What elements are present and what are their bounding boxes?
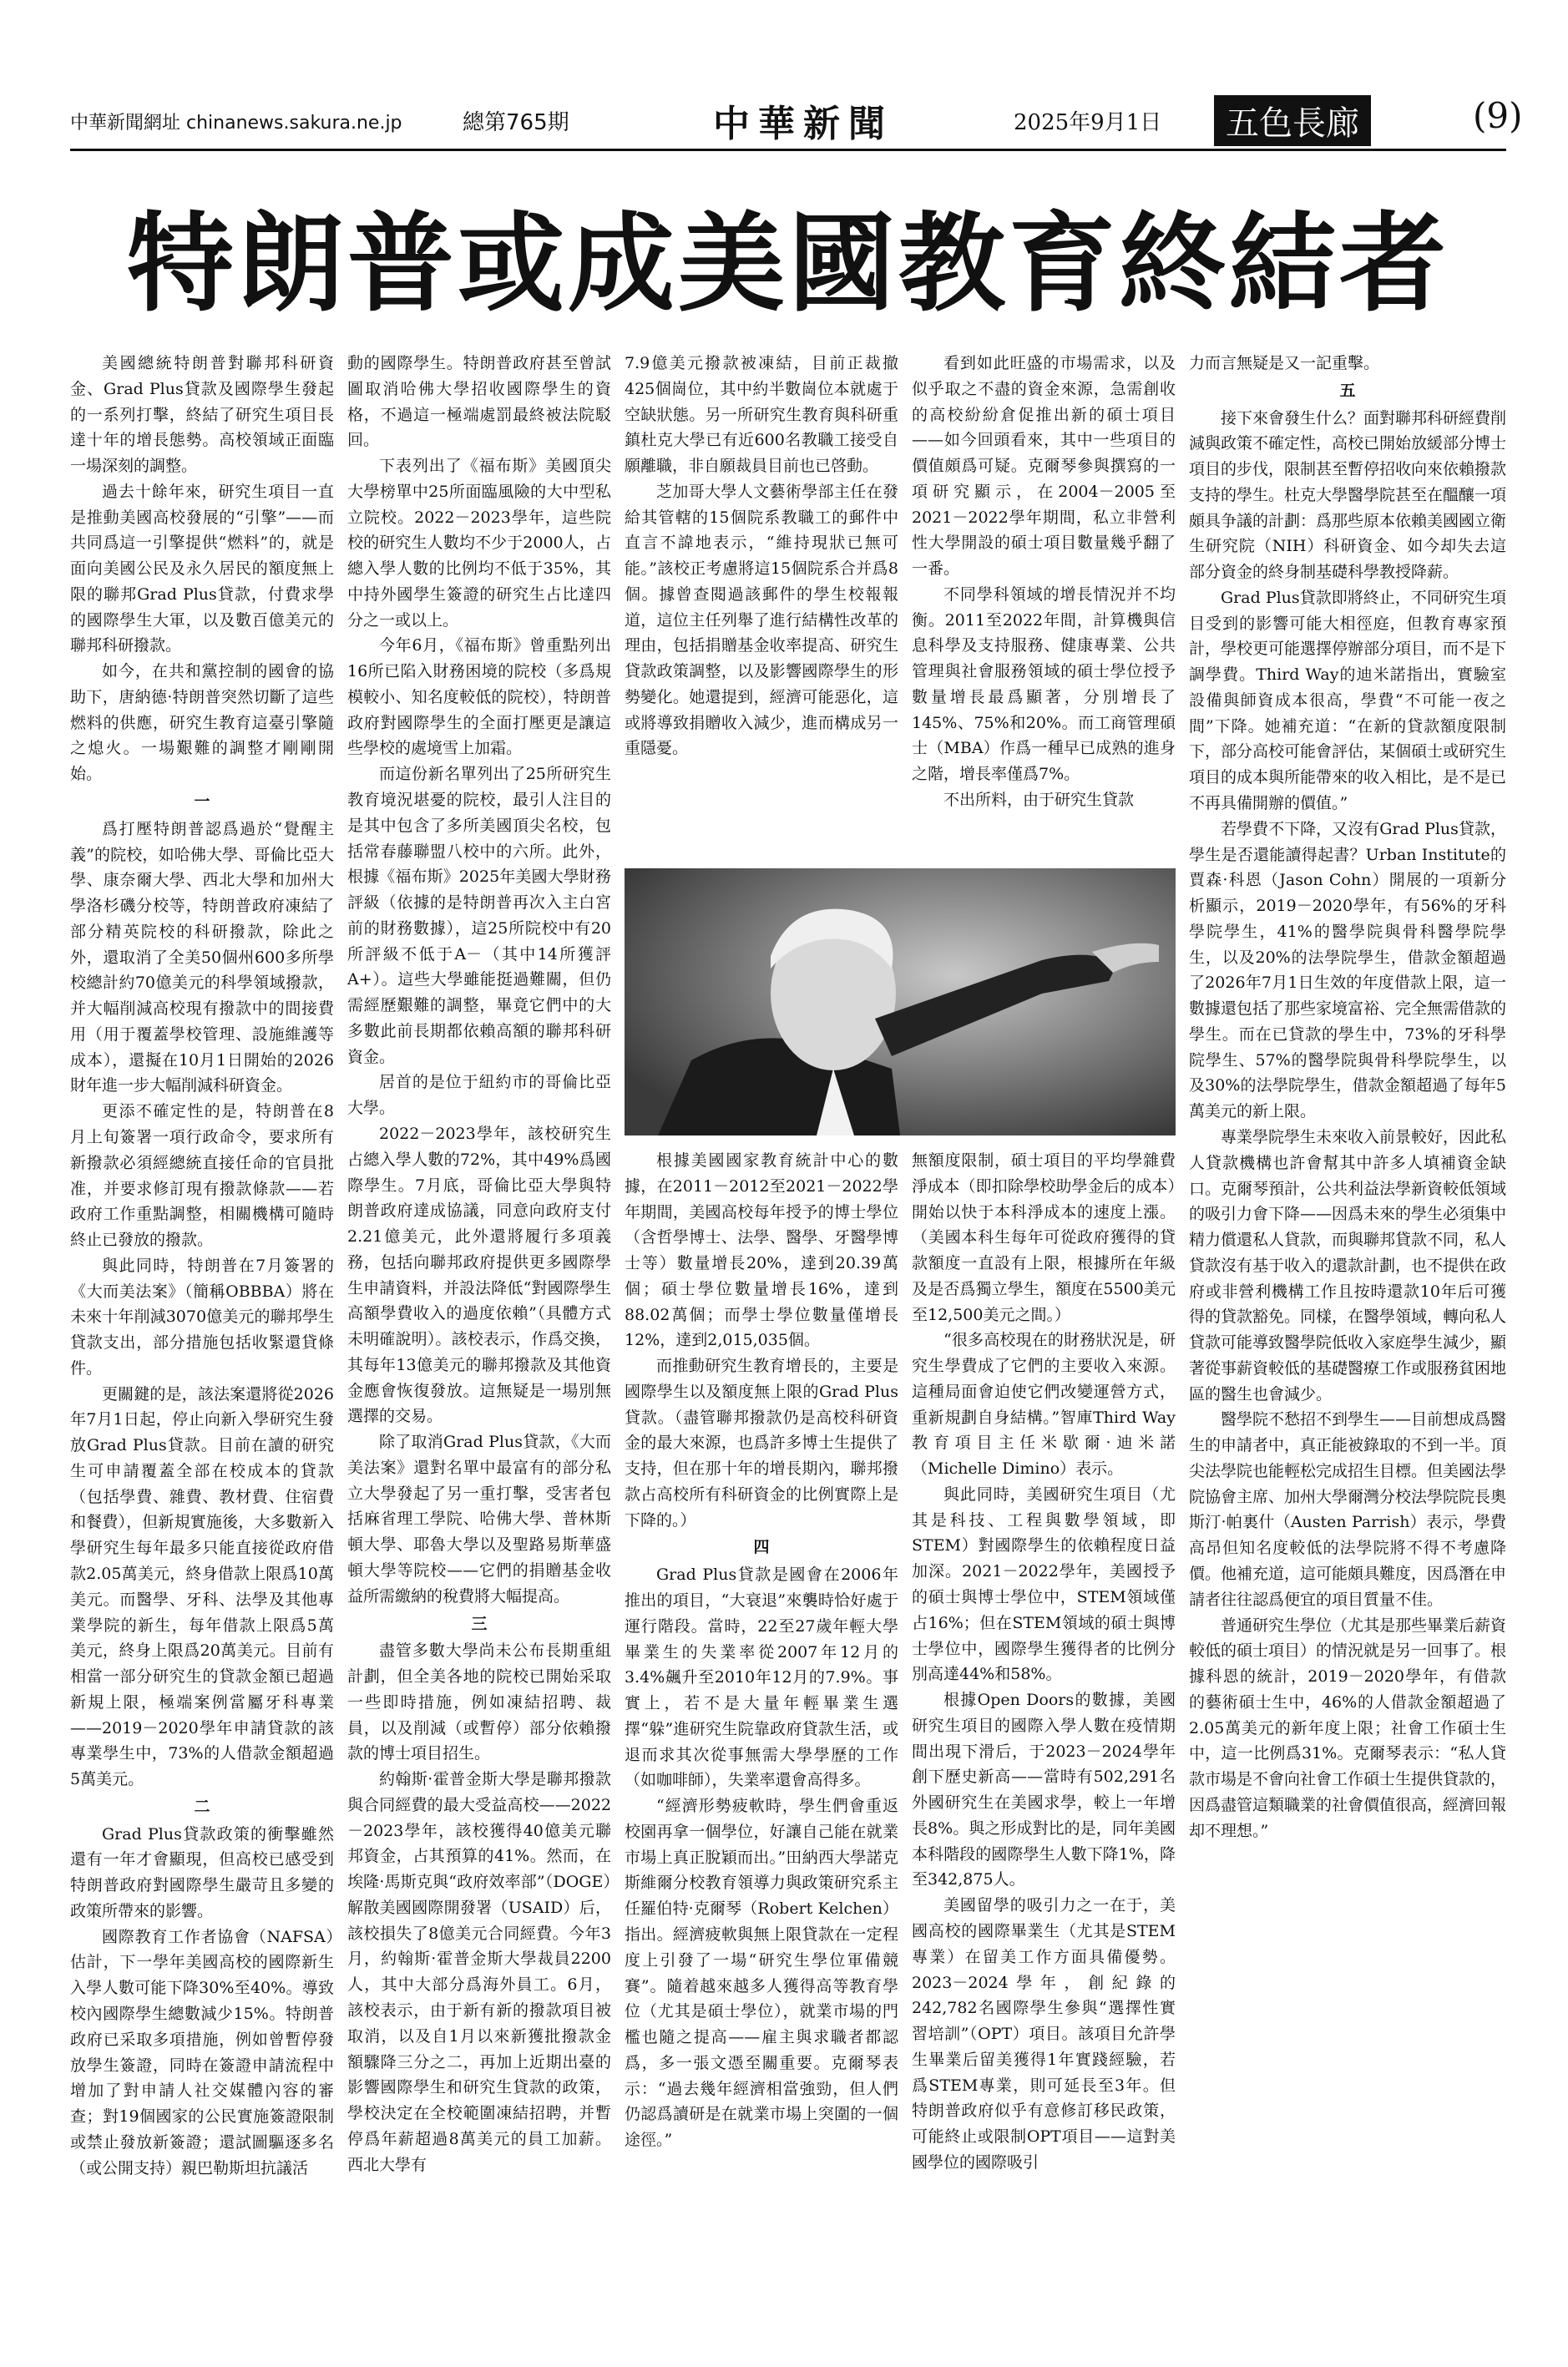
article-paragraph: 看到如此旺盛的市場需求，以及似乎取之不盡的資金來源，急需創收的高校紛紛倉促推出新的碩士項目——如今回頭看來，其中一些項目的價值頗爲可疑。克爾琴參與撰寫的一項研究顯示，在2004－2005至2021－2022學年期間，私立非營利性大學開設的碩士項目數量幾乎翻了一番。 [912,354,1176,579]
article-paragraph: 更添不確定性的是，特朗普在8月上旬簽署一項行政命令，要求所有新撥款必須經總統直接任命的官員批准，并要求修訂現有撥款條款——若政府工作重點調整，相關機構可隨時終止已發放的撥款。 [70,1102,334,1250]
article-paragraph: 除了取消Grad Plus貸款，《大而美法案》還對名單中最富有的部分私立大學發起了另一重打擊，受害者包括麻省理工學院、哈佛大學、普林斯頓大學、耶魯大學以及聖路易斯華盛頓大學等院校——它們的捐贈基金收益所需繳納的稅費將大幅提高。 [347,1433,611,1606]
section-number: 五 [1339,381,1356,400]
section-number: 二 [194,1797,210,1816]
issue-date: 2025年9月1日 [1014,110,1162,135]
article-paragraph: “經濟形勢疲軟時，學生們會重返校園再拿一個學位，好讓自己能在就業市場上真正脫穎而出。”田納西大學諾克斯維爾分校教育領導力與政策研究系主任羅伯特·克爾琴（Robert Kelchen）指出。經濟疲軟與無上限貸款在一定程度上引發了一場“研究生學位軍備競賽”。隨着越來越多人獲得高等教育學位（尤其是碩士學位），就業市場的門檻也隨之提高——雇主與求職者都認爲，多一張文憑至關重要。克爾琴表示：“過去幾年經濟相當強勁，但人們仍認爲讀研是在就業市場上突圍的一個途徑。” [625,1797,898,2150]
column-3-bottom [625,1148,898,2296]
article-paragraph: 無額度限制，碩士項目的平均學雜費淨成本（即扣除學校助學金后的成本）開始以快于本科淨成本的速度上漲。（美國本科生每年可從政府獲得的貸款額度一直設有上限，根據所在年級及是否爲獨立學生，額度在5500美元至12,500美元之間。） [912,1151,1176,1324]
article-paragraph: 與此同時，特朗普在7月簽署的《大而美法案》（簡稱OBBBA）將在未來十年削減3070億美元的聯邦學生貸款支出，部分措施包括收緊還貸條件。 [70,1256,334,1378]
article-paragraph: 盡管多數大學尚未公布長期重組計劃，但全美各地的院校已開始采取一些即時措施，例如凍結招聘、裁員，以及削減（或暫停）部分依賴撥款的博士項目招生。 [347,1641,611,1763]
article-paragraph: 不出所料，由于研究生貸款 [943,791,1135,810]
article-paragraph: Grad Plus貸款政策的衝擊雖然還有一年才會顯現，但高校已感受到特朗普政府對國際學生嚴苛且多變的政策所帶來的影響。 [70,1824,334,1920]
article-paragraph: 如今，在共和黨控制的國會的協助下，唐納德·特朗普突然切斷了這些燃料的供應，研究生教育這臺引擎隨之熄火。一場艱難的調整才剛剛開始。 [70,662,334,784]
newspaper-name: 中華新聞 [713,103,893,145]
column-4-bottom [912,1148,1176,2296]
article-paragraph: 而推動研究生教育增長的，主要是國際學生以及額度無上限的Grad Plus貸款。（盡管聯邦撥款仍是高校科研資金的最大來源，也爲許多博士生提供了支持，但在那十年的增長期內，聯邦撥款占高校所有科研資金的比例實際上是下降的。） [625,1357,898,1530]
article-paragraph: “很多高校現在的財務狀況是，研究生學費成了它們的主要收入來源。這種局面會迫使它們改變運營方式，重新規劃自身結構。”智庫Third Way教育項目主任米歇爾·迪米諾（Michelle Dimino）表示。 [912,1331,1176,1479]
article-paragraph: 居首的是位于紐約市的哥倫比亞大學。 [347,1073,611,1118]
man-pointing-photo [625,868,1176,1135]
site-address: 中華新聞網址 chinanews.sakura.ne.jp [70,113,402,134]
article-paragraph: 若學費不下降，又沒有Grad Plus貸款，學生是否還能讀得起書？Urban Institute的賈森·科恩（Jason Cohn）開展的一項新分析顯示，2019－2020學年，有56%的牙科學院學生，41%的醫學院與骨科醫學院學生，以及20%的法學院學生，借款金額超過了2026年7月1日生效的年度借款上限，這一數據還包括了那些家境富裕、完全無需借款的學生。而在已貸款的學生中，73%的牙科學院學生、57%的醫學院與骨科學院學生，以及30%的法學院學生，借款金額超過了每年5萬美元的新上限。 [1189,819,1506,1121]
article-paragraph: 芝加哥大學人文藝術學部主任在發給其管轄的15個院系教職工的郵件中直言不諱地表示，“維持現狀已無可能。”該校正考慮將這15個院系合并爲8個。據曾查閱過該郵件的學生校報報道，這位主任列舉了進行結構性改革的理由，包括捐贈基金收率提高、研究生貸款政策調整，以及影響國際學生的形勢變化。她還提到，經濟可能惡化，這或將導致捐贈收入減少，進而構成另一重隱憂。 [625,482,898,758]
article-paragraph: 與此同時，美國研究生項目（尤其是科技、工程與數學領域，即STEM）對國際學生的依賴程度日益加深。2021－2022學年，美國授予的碩士與博士學位中，STEM領域僅占16%；但在STEM領域的碩士與博士學位中，國際學生獲得者的比例分別高達44%和58%。 [912,1484,1176,1684]
article-paragraph: 國際教育工作者協會（NAFSA）估計，下一學年美國高校的國際新生入學人數可能下降30%至40%。導致校內國際學生總數減少15%。特朗普政府已采取多項措施，例如曾暫停發放學生簽證，同時在簽證申請流程中增加了對申請人社交媒體內容的審查；對19個國家的公民實施簽證限制或禁止發放新簽證；還試圖驅逐多名（或公開支持）親巴勒斯坦抗議活 [70,1927,334,2177]
article-paragraph: 專業學院學生未來收入前景較好，因此私人貸款機構也許會幫其中許多人填補資金缺口。克爾琴預計，公共利益法學新資較低領域的吸引力會下降——因爲未來的學生必須集中精力償還私人貸款，而與聯邦貸款不同，私人貸款沒有基于收入的還款計劃，也不提供在政府或非營利機構工作且按時還款10年后可獲得的貸款豁免。同樣，在醫學領域，轉向私人貸款可能導致醫學院低收入家庭學生減少，顯著從事薪資較低的基礎醫療工作或服務貧困地區的醫生也會減少。 [1189,1127,1506,1404]
article-paragraph: 不同學科領域的增長情況并不均衡。2011至2022年間，計算機與信息科學及支持服務、健康專業、公共管理與社會服務領域的碩士學位授予數量增長最爲顯著，分別增長了145%、75%和20%。而工商管理碩士（MBA）作爲一種早已成熟的進身之階，增長率僅爲7%。 [912,584,1176,784]
masthead [70,90,1523,145]
article-paragraph: 動的國際學生。特朗普政府甚至曾試圖取消哈佛大學招收國際學生的資格，不過這一極端處罰最終被法院駁回。 [347,354,611,450]
article-paragraph: 醫學院不愁招不到學生——目前想成爲醫生的申請者中，真正能被錄取的不到一半。頂尖法學院也能輕松完成招生目標。但美國法學院協會主席、加州大學爾灣分校法學院院長奧斯汀·帕裏什（Austen Parrish）表示，學費高昂但知名度較低的法學院將不得不考慮降價。他補充道，這可能頗具難度，因爲潛在申請者往往認爲便宜的項目質量不佳。 [1189,1410,1506,1609]
article-paragraph: 美國總統特朗普對聯邦科研資金、Grad Plus貸款及國際學生發起的一系列打擊，終結了研究生項目長達十年的增長態勢。高校領域正面臨一場深刻的調整。 [70,354,334,476]
article-paragraph: 普通研究生學位（尤其是那些畢業后薪資較低的碩士項目）的情況就是另一回事了。根據科恩的統計，2019－2020學年，有借款的藝術碩士生中，46%的人借款金額超過了2.05萬美元的新年度上限；社會工作碩士生中，這一比例爲31%。克爾琴表示：“私人貸款市場是不會向社會工作碩士生提供貸款的，因爲盡管這類職業的社會價值很高，經濟回報却不理想。” [1189,1616,1506,1840]
article-paragraph: 接下來會發生什么？面對聯邦科研經費削減與政策不確定性，高校已開始放緩部分博士項目的步伐，限制甚至暫停招收向來依賴撥款支持的學生。杜克大學醫學院甚至在醞釀一項頗具争議的計劃：爲那些原本依賴美國國立衛生研究院（NIH）科研資金、如今却失去這部分資金的終身制基礎科學教授降薪。 [1189,408,1506,582]
article-paragraph: 根據Open Doors的數據，美國研究生項目的國際入學人數在疫情期間出現下滑后，于2023－2024學年創下歷史新高——當時有502,291名外國研究生在美國求學，較上一年增長8%。與之形成對比的是，同年美國本科階段的國際學生人數下降1%，降至342,875人。 [912,1691,1176,1889]
article-paragraph: Grad Plus貸款是國會在2006年推出的項目，“大衰退”來襲時恰好處于運行階段。當時，22至27歲年輕大學畢業生的失業率從2007年12月的3.4%飆升至2010年12月的7.9%。事實上，若不是大量年輕畢業生選擇“躲”進研究生院靠政府貸款生活，或退而求其次從事無需大學學歷的工作（如咖啡師），失業率還會高得多。 [625,1565,898,1790]
column-3-top [625,351,898,860]
article-paragraph: 力而言無疑是又一記重擊。 [1189,354,1380,372]
article-paragraph: 今年6月，《福布斯》曾重點列出16所已陷入財務困境的院校（多爲規模較小、知名度較低的院校），特朗普政府對國際學生的全面打壓更是讓這些學校的處境雪上加霜。 [347,636,611,758]
article-paragraph: 過去十餘年來，研究生項目一直是推動美國高校發展的“引擎”——而共同爲這一引擎提供“燃料”的，就是面向美國公民及永久居民的額度無上限的聯邦Grad Plus貸款，付費求學的國際學生大軍，以及數百億美元的聯邦科研撥款。 [70,482,334,655]
article-paragraph: 美國留學的吸引力之一在于，美國高校的國際畢業生（尤其是STEM專業）在留美工作方面具備優勢。2023－2024學年，創紀錄的242,782名國際學生參與“選擇性實習培訓”（OPT）項目。該項目允許學生畢業后留美獲得1年實踐經驗，若爲STEM專業，則可延長至3年。但特朗普政府似乎有意修訂移民政策，可能終止或限制OPT項目——這對美國學位的國際吸引 [912,1896,1176,2172]
article-paragraph: 爲打壓特朗普認爲過於“覺醒主義”的院校，如哈佛大學、哥倫比亞大學、康奈爾大學、西北大學和加州大學洛杉磯分校等，特朗普政府凍結了部分精英院校的科研撥款，除此之外，還取消了全美50個州600多所學校總計約70億美元的科學領域撥款，并大幅削減高校現有撥款中的間接費用（用于覆蓋學校管理、設施維護等成本），還擬在10月1日開始的2026財年進一步大幅削減科研資金。 [70,819,334,1095]
article-paragraph: 而這份新名單列出了25所研究生教育境況堪憂的院校，最引人注目的是其中包含了多所美國頂尖名校，包括常春藤聯盟八校中的六所。此外，根據《福布斯》2025年美國大學財務評級（依據的是特朗普再次入主白宮前的財務數據），這25所院校中有20所評級不低于A－（其中14所獲評A+）。這些大學雖能挺過難關，但仍需經歷艱難的調整，畢竟它們中的大多數此前長期都依賴高額的聯邦科研資金。 [347,765,611,1066]
section-number: 一 [194,792,210,812]
section-number: 三 [471,1614,488,1633]
article-paragraph: 2022－2023學年，該校研究生占總入學人數的72%，其中49%爲國際學生。7月底，哥倫比亞大學與特朗普政府達成協議，同意向政府支付2.21億美元，此外還將履行多項義務，包括向聯邦政府提供更多國際學生申請資料，并設法降低“對國際學生高額學費收入的過度依賴”（具體方式未明確說明）。該校表示，作爲交換，其每年13億美元的聯邦撥款及其他資金應會恢復發放。這無疑是一場別無選擇的交易。 [347,1124,611,1426]
headline: 特朗普或成美國教育終結者 [126,202,1449,326]
article-paragraph: 根據美國國家教育統計中心的數據，在2011－2012至2021－2022學年期間，美國高校每年授予的博士學位（含哲學博士、法學、醫學、牙醫學博士等）數量增長20%，達到20.39萬個；碩士學位數量增長16%，達到88.02萬個；而學士學位數量僅增長12%，達到2,015,035個。 [625,1151,898,1350]
column-4-top [912,351,1176,860]
column-5 [1189,351,1506,2296]
section-number: 四 [753,1538,770,1557]
article-paragraph: 更關鍵的是，該法案還將從2026年7月1日起，停止向新入學研究生發放Grad Plus貸款。目前在讀的研究生可申請覆蓋全部在校成本的貸款（包括學費、雜費、教材費、住宿費和餐費），但新規實施後，大多數新入學研究生每年最多只能直接從政府借款2.05萬美元，終身借款上限爲10萬美元。而醫學、牙科、法學及其他專業學院的新生，每年借款上限爲5萬美元，終身上限爲20萬美元。目前有相當一部分研究生的貸款金額已超過新規上限，極端案例當屬牙科專業——2019－2020學年申請貸款的該專業學生中，73%的人借款金額超過5萬美元。 [70,1384,334,1789]
article-paragraph: Grad Plus貸款即將終止，不同研究生項目受到的影響可能大相徑庭，但教育專家預計，學校更可能選擇停辦部分項目，而不是下調學費。Third Way的迪米諾指出，實驗室設備與師資成本很高，學費“不可能一夜之間”下降。她補充道：“在新的貸款額度限制下，部分高校可能會評估，某個碩士或研究生項目的成本與所能帶來的收入相比，是不是已不再具備開辦的價值。” [1189,588,1506,813]
page-number: (9) [1473,95,1523,136]
column-1 [70,351,334,2296]
header-rule [70,149,1506,151]
article-paragraph: 下表列出了《福布斯》美國頂尖大學榜單中25所面臨風險的大中型私立院校。2022－2023學年，這些院校的研究生人數均不少于2000人，占總入學人數的比例均不低于35%，其中持外國學生簽證的研究生占比達四分之一或以上。 [347,457,611,630]
article-paragraph: 7.9億美元撥款被凍結，目前正裁撤425個崗位，其中約半數崗位本就處于空缺狀態。另一所研究生教育與科研重鎮杜克大學已有近600名教職工接受自願離職，非自願裁員目前也已啓動。 [625,354,898,476]
column-2 [347,351,611,2296]
issue-number: 總第765期 [463,110,569,135]
article-paragraph: 約翰斯·霍普金斯大學是聯邦撥款與合同經費的最大受益高校——2022－2023學年，該校獲得40億美元聯邦資金，占其預算的41%。然而，在埃隆·馬斯克與“政府效率部”（DOGE）解散美國國際開發署（USAID）后，該校損失了8億美元合同經費。今年3月，約翰斯·霍普金斯大學裁員2200人，其中大部分爲海外員工。6月，該校表示，由于新有新的撥款項目被取消，以及自1月以來新獲批撥款金額驟降三分之二，再加上近期出臺的影響國際學生和研究生貸款的政策，學校決定在全校範圍凍結招聘，并暫停爲年薪超過8萬美元的員工加薪。西北大學有 [347,1770,611,2174]
photo-image [625,868,1176,1135]
section-name: 五色長廊 [1214,95,1371,146]
